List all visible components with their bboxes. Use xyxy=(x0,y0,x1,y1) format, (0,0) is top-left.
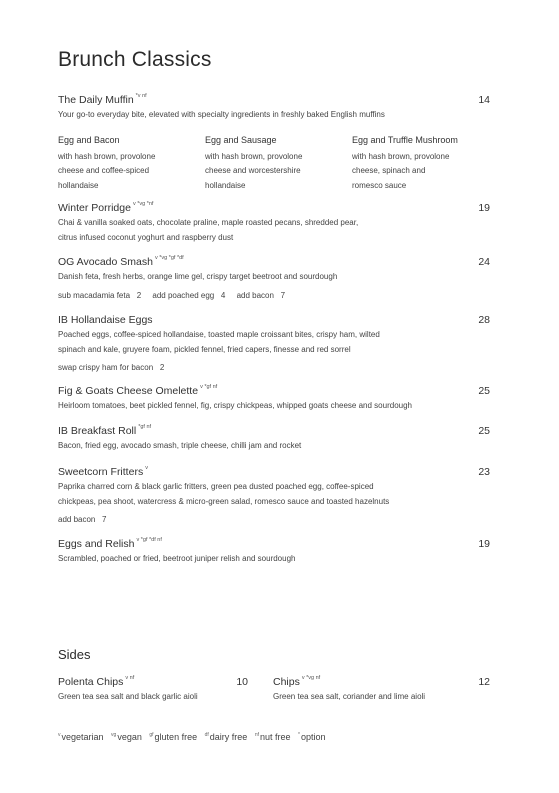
side-item xyxy=(273,676,490,705)
description-line: citrus infused coconut yoghurt and raspberry dust xyxy=(58,232,234,242)
menu-item xyxy=(58,256,490,300)
item-description: Green tea sea salt and black garlic aioli xyxy=(58,692,198,701)
extra-option: add poached egg 4 xyxy=(152,290,226,300)
item-description xyxy=(58,270,490,285)
description-line: spinach and kale, gruyere foam, pickled fennel, fried capers, finesse and red sorrel xyxy=(58,344,351,354)
item-price: 19 xyxy=(478,202,490,214)
option-name: Egg and Bacon xyxy=(58,135,120,145)
item-price: 25 xyxy=(478,425,490,437)
legend-label: option xyxy=(300,732,326,742)
menu-item xyxy=(58,202,490,245)
legend-entry xyxy=(111,732,142,742)
option-name: Egg and Truffle Mushroom xyxy=(352,135,458,145)
description-line: Paprika charred corn & black garlic fritters, green pea dusted poached egg, coffee-spiced xyxy=(58,482,374,491)
menu-item xyxy=(58,314,490,372)
item-name: OG Avocado Smash xyxy=(58,256,153,268)
item-extras xyxy=(58,515,490,524)
description-line: chickpeas, pea shoot, watercress & micro-green salad, romesco sauce and toasted hazelnuts xyxy=(58,496,390,506)
legend-symbol: gf xyxy=(149,732,154,738)
item-extras xyxy=(58,291,490,300)
page-title: Brunch Classics xyxy=(58,48,212,71)
legend-symbol: v xyxy=(58,732,61,738)
item-name: IB Breakfast Roll xyxy=(58,425,137,437)
item-name: The Daily Muffin xyxy=(58,94,134,106)
item-price: 14 xyxy=(478,94,490,106)
muffin-option xyxy=(205,133,345,193)
dietary-tags: v nf xyxy=(125,675,135,681)
legend-label: gluten free xyxy=(154,732,198,742)
dietary-tags: v *gf *df nf xyxy=(136,537,162,543)
menu-item xyxy=(58,466,490,524)
legend-label: dairy free xyxy=(209,732,248,742)
legend-entry xyxy=(58,732,104,742)
option-name: Egg and Sausage xyxy=(205,135,277,145)
option-line: cheese and coffee-spiced xyxy=(58,166,150,175)
side-item xyxy=(58,676,248,705)
description-line: Scrambled, poached or fried, beetroot juniper relish and sourdough xyxy=(58,554,296,563)
dietary-tags: *v nf xyxy=(135,93,147,99)
legend-label: vegan xyxy=(117,732,142,742)
extra-option: sub macadamia feta 2 xyxy=(58,290,142,300)
legend-symbol: df xyxy=(204,732,209,738)
muffin-option xyxy=(58,133,198,193)
item-description xyxy=(58,216,490,245)
item-price: 23 xyxy=(478,466,490,478)
description-line: Bacon, fried egg, avocado smash, triple cheese, chilli jam and rocket xyxy=(58,441,302,450)
dietary-tags: *gf nf xyxy=(138,424,152,430)
legend-label: vegetarian xyxy=(61,732,104,742)
item-name: Sweetcorn Fritters xyxy=(58,466,144,478)
legend-entry xyxy=(149,732,197,742)
option-line: cheese, spinach and xyxy=(352,166,426,175)
item-name: Chips xyxy=(273,676,300,688)
item-name: Polenta Chips xyxy=(58,676,124,688)
description-line: Poached eggs, coffee-spiced hollandaise, toasted maple croissant bites, crispy ham, wilted xyxy=(58,330,380,339)
option-line: hollandaise xyxy=(58,180,99,190)
dietary-tags: v *vg *gf *df xyxy=(154,255,184,261)
option-line: with hash brown, provolone xyxy=(352,151,450,161)
extra-option: add bacon 7 xyxy=(236,290,286,300)
item-price: 28 xyxy=(478,314,490,326)
dietary-tags: v *gf nf xyxy=(200,384,218,390)
menu-item xyxy=(58,538,490,567)
item-description xyxy=(58,399,490,414)
item-name: Eggs and Relish xyxy=(58,538,135,550)
legend-label: nut free xyxy=(259,732,291,742)
dietary-tags: v xyxy=(145,465,148,471)
dietary-tags: v *vg *nf xyxy=(132,201,154,207)
dietary-legend xyxy=(58,732,331,742)
item-price: 24 xyxy=(478,256,490,268)
legend-entry xyxy=(298,732,325,742)
item-name: IB Hollandaise Eggs xyxy=(58,314,153,326)
menu-item xyxy=(58,385,490,414)
dietary-tags: v *vg nf xyxy=(301,675,321,681)
legend-entry xyxy=(205,732,248,742)
item-description xyxy=(58,552,490,567)
item-price: 10 xyxy=(236,676,248,688)
item-name: Fig & Goats Cheese Omelette xyxy=(58,385,199,397)
item-price: 19 xyxy=(478,538,490,550)
legend-symbol: nf xyxy=(254,732,259,738)
item-name: Winter Porridge xyxy=(58,202,131,214)
option-line: romesco sauce xyxy=(352,180,407,190)
legend-symbol: vg xyxy=(111,732,117,738)
option-line: hollandaise xyxy=(205,180,246,190)
item-price: 25 xyxy=(478,385,490,397)
item-description xyxy=(58,439,490,454)
item-description xyxy=(58,480,490,509)
legend-symbol: * xyxy=(298,732,300,738)
description-line: Danish feta, fresh herbs, orange lime gel, crispy target beetroot and sourdough xyxy=(58,272,338,281)
item-description: Green tea sea salt, coriander and lime aioli xyxy=(273,692,426,701)
menu-item xyxy=(58,425,490,454)
item-description: Your go-to everyday bite, elevated with specialty ingredients in freshly baked English muffins xyxy=(58,110,385,119)
item-extras xyxy=(58,363,490,372)
legend-entry xyxy=(255,732,291,742)
extra-option: swap crispy ham for bacon 2 xyxy=(58,363,165,372)
menu-item-daily-muffin xyxy=(58,94,490,123)
item-price: 12 xyxy=(478,676,490,688)
description-line: Chai & vanilla soaked oats, chocolate praline, maple roasted pecans, shredded pear, xyxy=(58,218,359,227)
description-line: Heirloom tomatoes, beet pickled fennel, fig, crispy chickpeas, whipped goats cheese and sourdough xyxy=(58,401,412,410)
sides-heading: Sides xyxy=(58,647,91,662)
option-line: with hash brown, provolone xyxy=(205,151,303,161)
item-description xyxy=(58,328,490,357)
muffin-option xyxy=(352,133,492,193)
option-line: with hash brown, provolone xyxy=(58,151,156,161)
extra-option: add bacon 7 xyxy=(58,515,107,524)
option-line: cheese and worcestershire xyxy=(205,166,301,175)
